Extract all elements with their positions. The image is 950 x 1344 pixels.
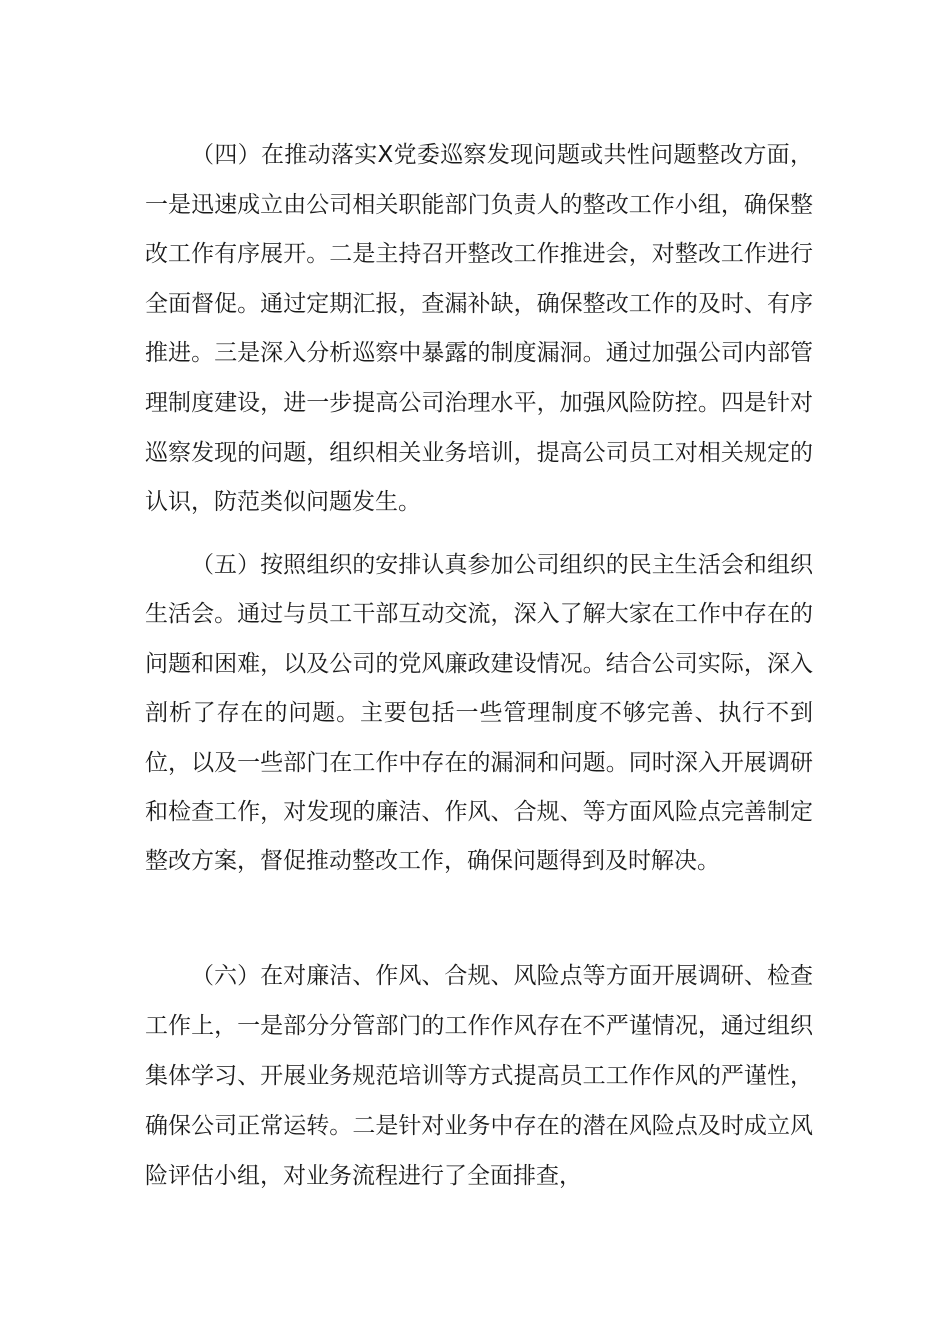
paragraph-section-6: （六）在对廉洁、作风、合规、风险点等方面开展调研、检查工作上，一是部分分管部门的工作作风存在不严谨情况，通过组织集体学习、开展业务规范培训等方式提高员工工作作风的严谨性，确保公司正常运转。二是针对业务中存在的潜在风险点及时成立风险评估小组，对业务流程进行了全面排查，	[145, 963, 813, 1189]
paragraph-section-4: （四）在推动落实X党委巡察发现问题或共性问题整改方面，一是迅速成立由公司相关职能部门负责人的整改工作小组，确保整改工作有序展开。二是主持召开整改工作推进会，对整改工作进行全面督促。通过定期汇报，查漏补缺，确保整改工作的及时、有序推进。三是深入分析巡察中暴露的制度漏洞。通过加强公司内部管理制度建设，进一步提高公司治理水平，加强风险防控。四是针对巡察发现的问题，组织相关业务培训，提高公司员工对相关规定的认识，防范类似问题发生。	[145, 142, 813, 516]
paragraph-section-5: （五）按照组织的安排认真参加公司组织的民主生活会和组织生活会。通过与员工干部互动交流，深入了解大家在工作中存在的问题和困难，以及公司的党风廉政建设情况。结合公司实际，深入剖析了存在的问题。主要包括一些管理制度不够完善、执行不到位，以及一些部门在工作中存在的漏洞和问题。同时深入开展调研和检查工作，对发现的廉洁、作风、合规、等方面风险点完善制定整改方案，督促推动整改工作，确保问题得到及时解决。	[145, 552, 813, 875]
